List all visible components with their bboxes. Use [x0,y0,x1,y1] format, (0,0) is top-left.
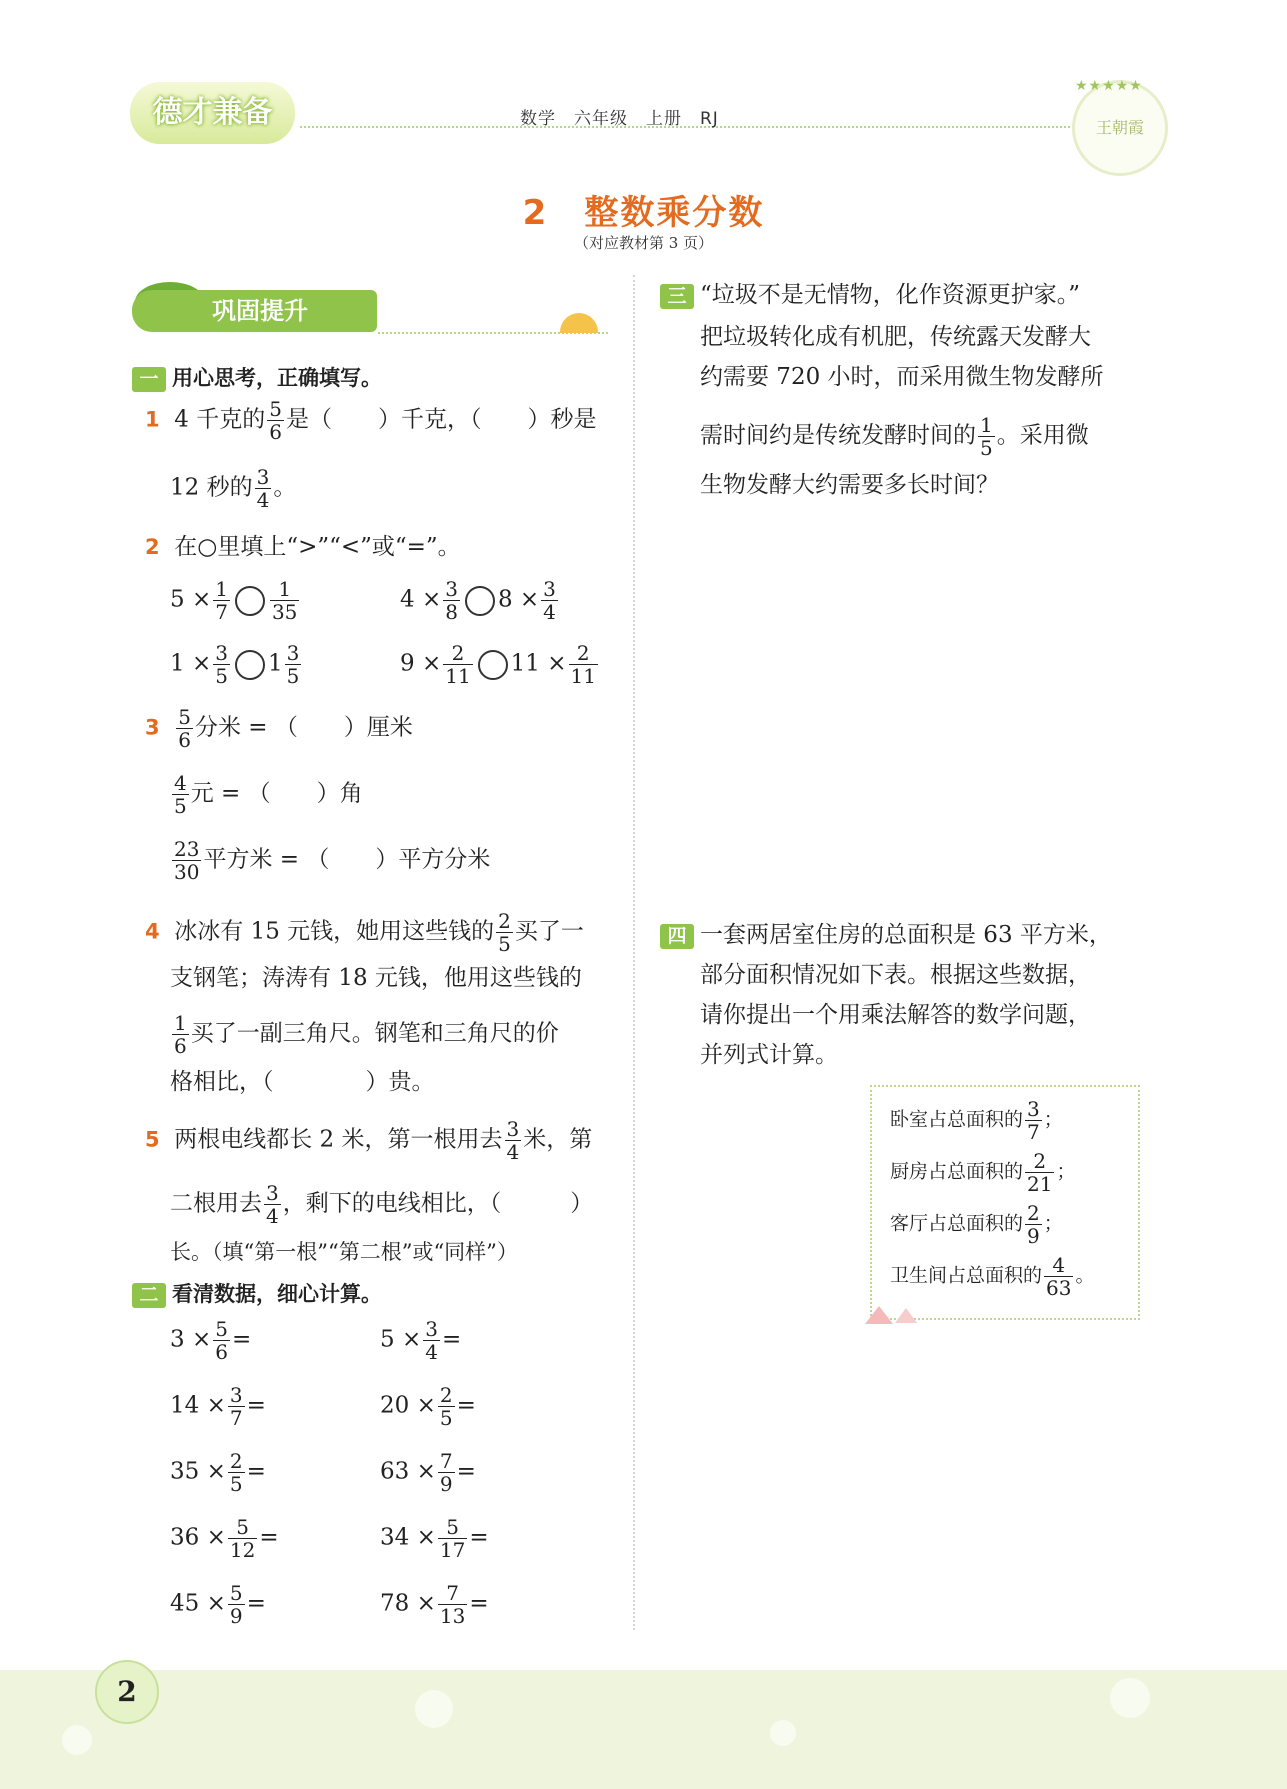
column-divider [633,275,635,1630]
area-info-item: 客厅占总面积的 $\frac{2}{9}$ ； [890,1201,1063,1248]
q4-number: 4 [145,919,160,944]
q4-line1: 4 冰冰有 15 元钱，她用这些钱的 $\frac{2}{5}$ 买了一 [145,909,584,956]
lesson-title: 2 整数乘分数 [522,193,765,233]
calc-item: 34 × $\frac{5}{17}$ = [380,1515,489,1562]
part3-badge: 三 [660,284,694,309]
calc-item: 20 × $\frac{2}{5}$ = [380,1383,476,1430]
area-info-item: 卧室占总面积的 $\frac{3}{7}$ ； [890,1097,1063,1144]
q2-number: 2 [145,535,160,559]
publisher-seal: 王朝霞 [1072,80,1168,176]
bubble-decoration [770,1720,796,1746]
lesson-subtitle: （对应教材第 3 页） [573,234,714,252]
q3-row3: $\frac{23}{30}$ 平方米 = （ ）平方分米 [174,837,491,884]
q3-row1: 3 $\frac{5}{6}$ 分米 = （ ）厘米 [145,705,413,752]
compare-circle[interactable] [235,650,265,680]
part4-badge: 四 [660,924,694,949]
q5-line2: 二根用去 $\frac{3}{4}$ ，剩下的电线相比，（ ） [170,1181,594,1228]
part1-badge: 一 [132,367,166,392]
q1-fraction-b: $\frac{3}{4}$ [256,465,270,512]
q2-item-d: 9 × $\frac{2}{11}$ 11 × $\frac{2}{11}$ [400,641,596,688]
part2-heading: 看清数据，细心计算。 [172,1282,382,1306]
calc-item: 78 × $\frac{7}{13}$ = [380,1581,489,1628]
part3-line5: 生物发酵大约需要多长时间？ [700,472,999,498]
area-info-item: 厨房占总面积的 $\frac{2}{21}$ ； [890,1149,1076,1196]
q3-number: 3 [145,715,160,740]
q2-line [145,532,461,562]
calc-item: 63 × $\frac{7}{9}$ = [380,1449,476,1496]
q4-line3: $\frac{1}{6}$ 买了一副三角尺。钢笔和三角尺的价 [174,1011,559,1058]
star-rating-icon: ★★★★★ [1075,78,1143,94]
part3-line3: 约需要 720 小时，而采用微生物发酵所 [700,364,1104,390]
calc-item: 36 × $\frac{5}{12}$ = [170,1515,279,1562]
q5-number: 5 [145,1127,160,1152]
compare-circle[interactable] [465,586,495,616]
q1-fraction-a: $\frac{5}{6}$ [269,397,282,444]
q1-line1 [145,398,596,443]
q3-row2: $\frac{4}{5}$ 元 = （ ）角 [174,771,363,818]
q1-text-b: 是（ ）千克，（ ）秒是 [285,406,597,433]
decoration-triangle-icon [865,1306,893,1324]
calc-item: 3 × $\frac{5}{6}$ = [170,1317,252,1364]
part3-line2: 把垃圾转化成有机肥，传统露天发酵大 [700,324,1091,350]
compare-circle[interactable] [478,650,508,680]
section-banner: 巩固提升 [132,290,377,332]
calc-item: 5 × $\frac{3}{4}$ = [380,1317,462,1364]
calc-item: 35 × $\frac{2}{5}$ = [170,1449,266,1496]
part4-line2: 部分面积情况如下表。根据这些数据， [700,962,1091,988]
q4-line2: 支钢笔；涛涛有 18 元钱，他用这些钱的 [170,965,582,991]
calc-item: 45 × $\frac{5}{9}$ = [170,1581,266,1628]
part1-heading-row [132,362,382,392]
compare-circle[interactable] [235,586,265,616]
q2-item-b: 4 × $\frac{3}{8}$ 8 × $\frac{3}{4}$ [400,577,556,624]
bubble-decoration [62,1725,92,1755]
bubble-decoration [1110,1678,1150,1718]
brand-logo: 德才兼备 [130,82,295,144]
q1-line2 [170,466,296,511]
q5-line1: 5 两根电线都长 2 米，第一根用去 $\frac{3}{4}$ 米，第 [145,1117,593,1164]
footer-band [0,1670,1287,1789]
q1-text-a: 4 千克的 [174,406,266,433]
part4-line1: 四 一套两居室住房的总面积是 63 平方米， [660,920,1112,950]
q1-text-d: 。 [273,474,297,501]
calc-item: 14 × $\frac{3}{7}$ = [170,1383,266,1430]
course-title: 数学 六年级 上册 RJ [520,109,719,129]
bubble-decoration [415,1690,453,1728]
part2-badge: 二 [132,1283,166,1308]
q2-text: 在○里填上“>”“<”或“=”。 [174,534,461,560]
part1-heading: 用心思考，正确填写。 [172,366,382,390]
q1-number: 1 [145,407,160,432]
part3-line1: 三 “垃圾不是无情物，化作资源更护家。” [660,280,1080,310]
part2-heading-row [132,1278,382,1308]
q1-text-c: 12 秒的 [170,474,253,501]
area-info-item: 卫生间占总面积的 $\frac{4}{63}$ 。 [890,1253,1095,1300]
q2-item-a: 5 × $\frac{1}{7}$ $\frac{1}{35}$ [170,577,298,624]
part4-line3: 请你提出一个用乘法解答的数学问题， [700,1002,1091,1028]
part3-line4: 需时间约是传统发酵时间的 $\frac{1}{5}$ 。采用微 [700,413,1089,460]
decoration-triangle-icon [895,1308,917,1323]
q2-item-c: 1 × $\frac{3}{5}$ 1 $\frac{3}{5}$ [170,641,300,688]
sun-icon [560,313,598,333]
q5-line3: 长。（填“第一根”“第二根”或“同样”） [170,1240,518,1264]
q4-line4: 格相比，（ ）贵。 [170,1069,435,1095]
page-number: 2 [95,1660,159,1724]
part4-line4: 并列式计算。 [700,1042,838,1068]
